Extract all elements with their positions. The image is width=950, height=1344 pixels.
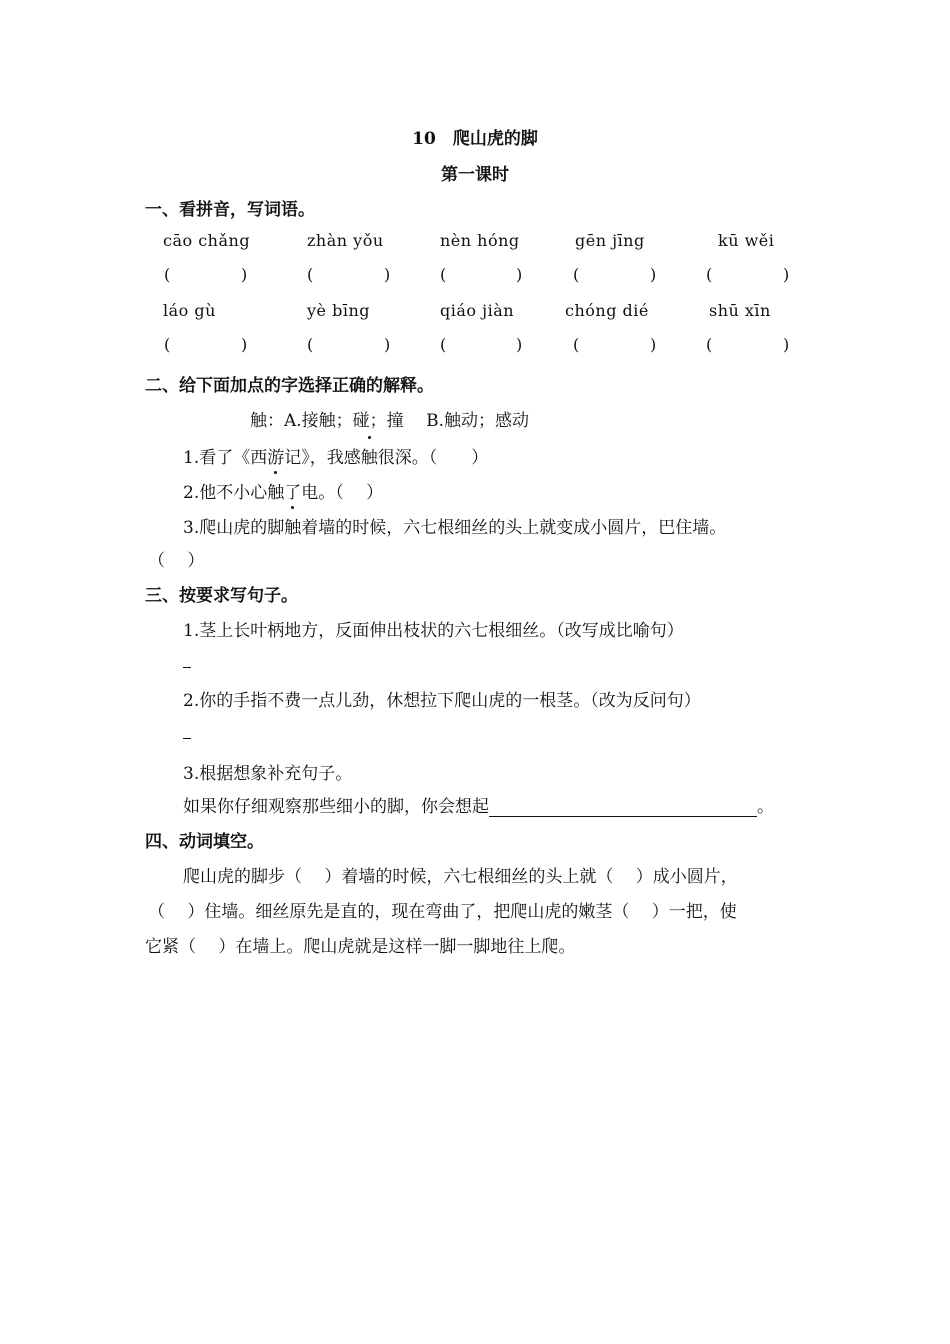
answer-paren-right: ) <box>650 335 657 354</box>
question-2-2 <box>183 478 383 503</box>
question-text: 2.他不小心 <box>183 483 268 503</box>
lesson-subtitle: 第一课时 <box>441 165 509 185</box>
answer-paren-right: ) <box>783 265 790 284</box>
question-text: 1.看了《西游记》，我感 <box>183 448 361 468</box>
pinyin-item: qiáo jiàn <box>440 301 515 320</box>
answer-paren-left: ( <box>706 265 713 284</box>
emphasized-char-text: 触 <box>284 518 302 538</box>
answer-paren-right: ) <box>516 335 523 354</box>
sentence-end: 。 <box>757 797 774 817</box>
sentence-text: 如果你仔细观察那些细小的脚，你会想起 <box>183 797 489 817</box>
answer-paren-left: ( <box>440 265 447 284</box>
section3-heading: 三、按要求写句子。 <box>145 586 298 606</box>
lesson-title: 10 爬山虎的脚 <box>412 129 538 149</box>
section4-heading: 四、动词填空。 <box>145 832 264 852</box>
fill-verb-line: 爬山虎的脚步（ ）着墙的时候，六七根细丝的头上就（ ）成小圆片， <box>183 867 738 887</box>
answer-paren-left: ( <box>307 335 314 354</box>
question-3-3: 3.根据想象补充句子。 <box>183 764 353 784</box>
question-2-3-answer-paren: （ ） <box>148 551 205 571</box>
question-text: 着墙的时候，六七根细丝的头上就变成小圆片，巴住墙。 <box>301 518 727 538</box>
answer-paren-right: ) <box>241 265 248 284</box>
emphasized-char <box>267 478 284 503</box>
emphasized-char <box>361 443 378 468</box>
answer-line <box>183 667 191 668</box>
fill-verb-line: （ ）住墙。细丝原先是直的，现在弯曲了，把爬山虎的嫩茎（ ）一把，使 <box>148 902 737 922</box>
emphasis-dot <box>274 471 277 474</box>
answer-line <box>183 738 191 739</box>
answer-paren-left: ( <box>307 265 314 284</box>
emphasized-char-text: 触 <box>267 483 285 503</box>
question-3-2: 2.你的手指不费一点儿劲，休想拉下爬山虎的一根茎。（改为反问句） <box>183 691 701 711</box>
answer-paren-right: ) <box>241 335 248 354</box>
pinyin-item: nèn hóng <box>440 231 520 250</box>
emphasis-dot <box>291 506 294 509</box>
question-2-3 <box>183 513 726 538</box>
answer-paren-left: ( <box>164 265 171 284</box>
answer-paren-left: ( <box>706 335 713 354</box>
section2-heading: 二、给下面加点的字选择正确的解释。 <box>145 376 434 396</box>
pinyin-item: cāo chǎng <box>163 231 251 250</box>
pinyin-item: gēn jīng <box>575 231 645 250</box>
answer-paren-right: ) <box>384 335 391 354</box>
answer-paren-right: ) <box>516 265 523 284</box>
question-2-1 <box>183 443 488 468</box>
answer-paren-left: ( <box>440 335 447 354</box>
question-3-1: 1.茎上长叶柄地方，反面伸出枝状的六七根细丝。（改写成比喻句） <box>183 621 684 641</box>
pinyin-item: láo gù <box>163 301 216 320</box>
answer-paren-right: ) <box>650 265 657 284</box>
answer-paren-left: ( <box>164 335 171 354</box>
answer-paren-left: ( <box>573 335 580 354</box>
emphasized-char <box>284 513 301 538</box>
question-text: 3.爬山虎的脚 <box>183 518 285 538</box>
fill-in-blank[interactable] <box>489 800 757 817</box>
answer-paren-right: ) <box>384 265 391 284</box>
definition-line: 触：A.接触；碰；撞 B.触动；感动 <box>250 411 529 431</box>
question-text: 了电。（ ） <box>284 483 384 503</box>
pinyin-item: yè bīng <box>307 301 370 320</box>
emphasis-dot <box>368 436 371 439</box>
question-3-3-sentence <box>183 792 774 817</box>
answer-paren-right: ) <box>783 335 790 354</box>
fill-verb-line: 它紧（ ）在墙上。爬山虎就是这样一脚一脚地往上爬。 <box>145 937 576 957</box>
pinyin-item: chóng dié <box>565 301 649 320</box>
section1-heading: 一、看拼音，写词语。 <box>145 200 315 220</box>
pinyin-item: shū xīn <box>709 301 771 320</box>
question-text: 很深。（ ） <box>377 448 489 468</box>
emphasized-char-text: 触 <box>360 448 378 468</box>
pinyin-item: kū wěi <box>718 231 775 250</box>
answer-paren-left: ( <box>573 265 580 284</box>
pinyin-item: zhàn yǒu <box>307 231 384 250</box>
